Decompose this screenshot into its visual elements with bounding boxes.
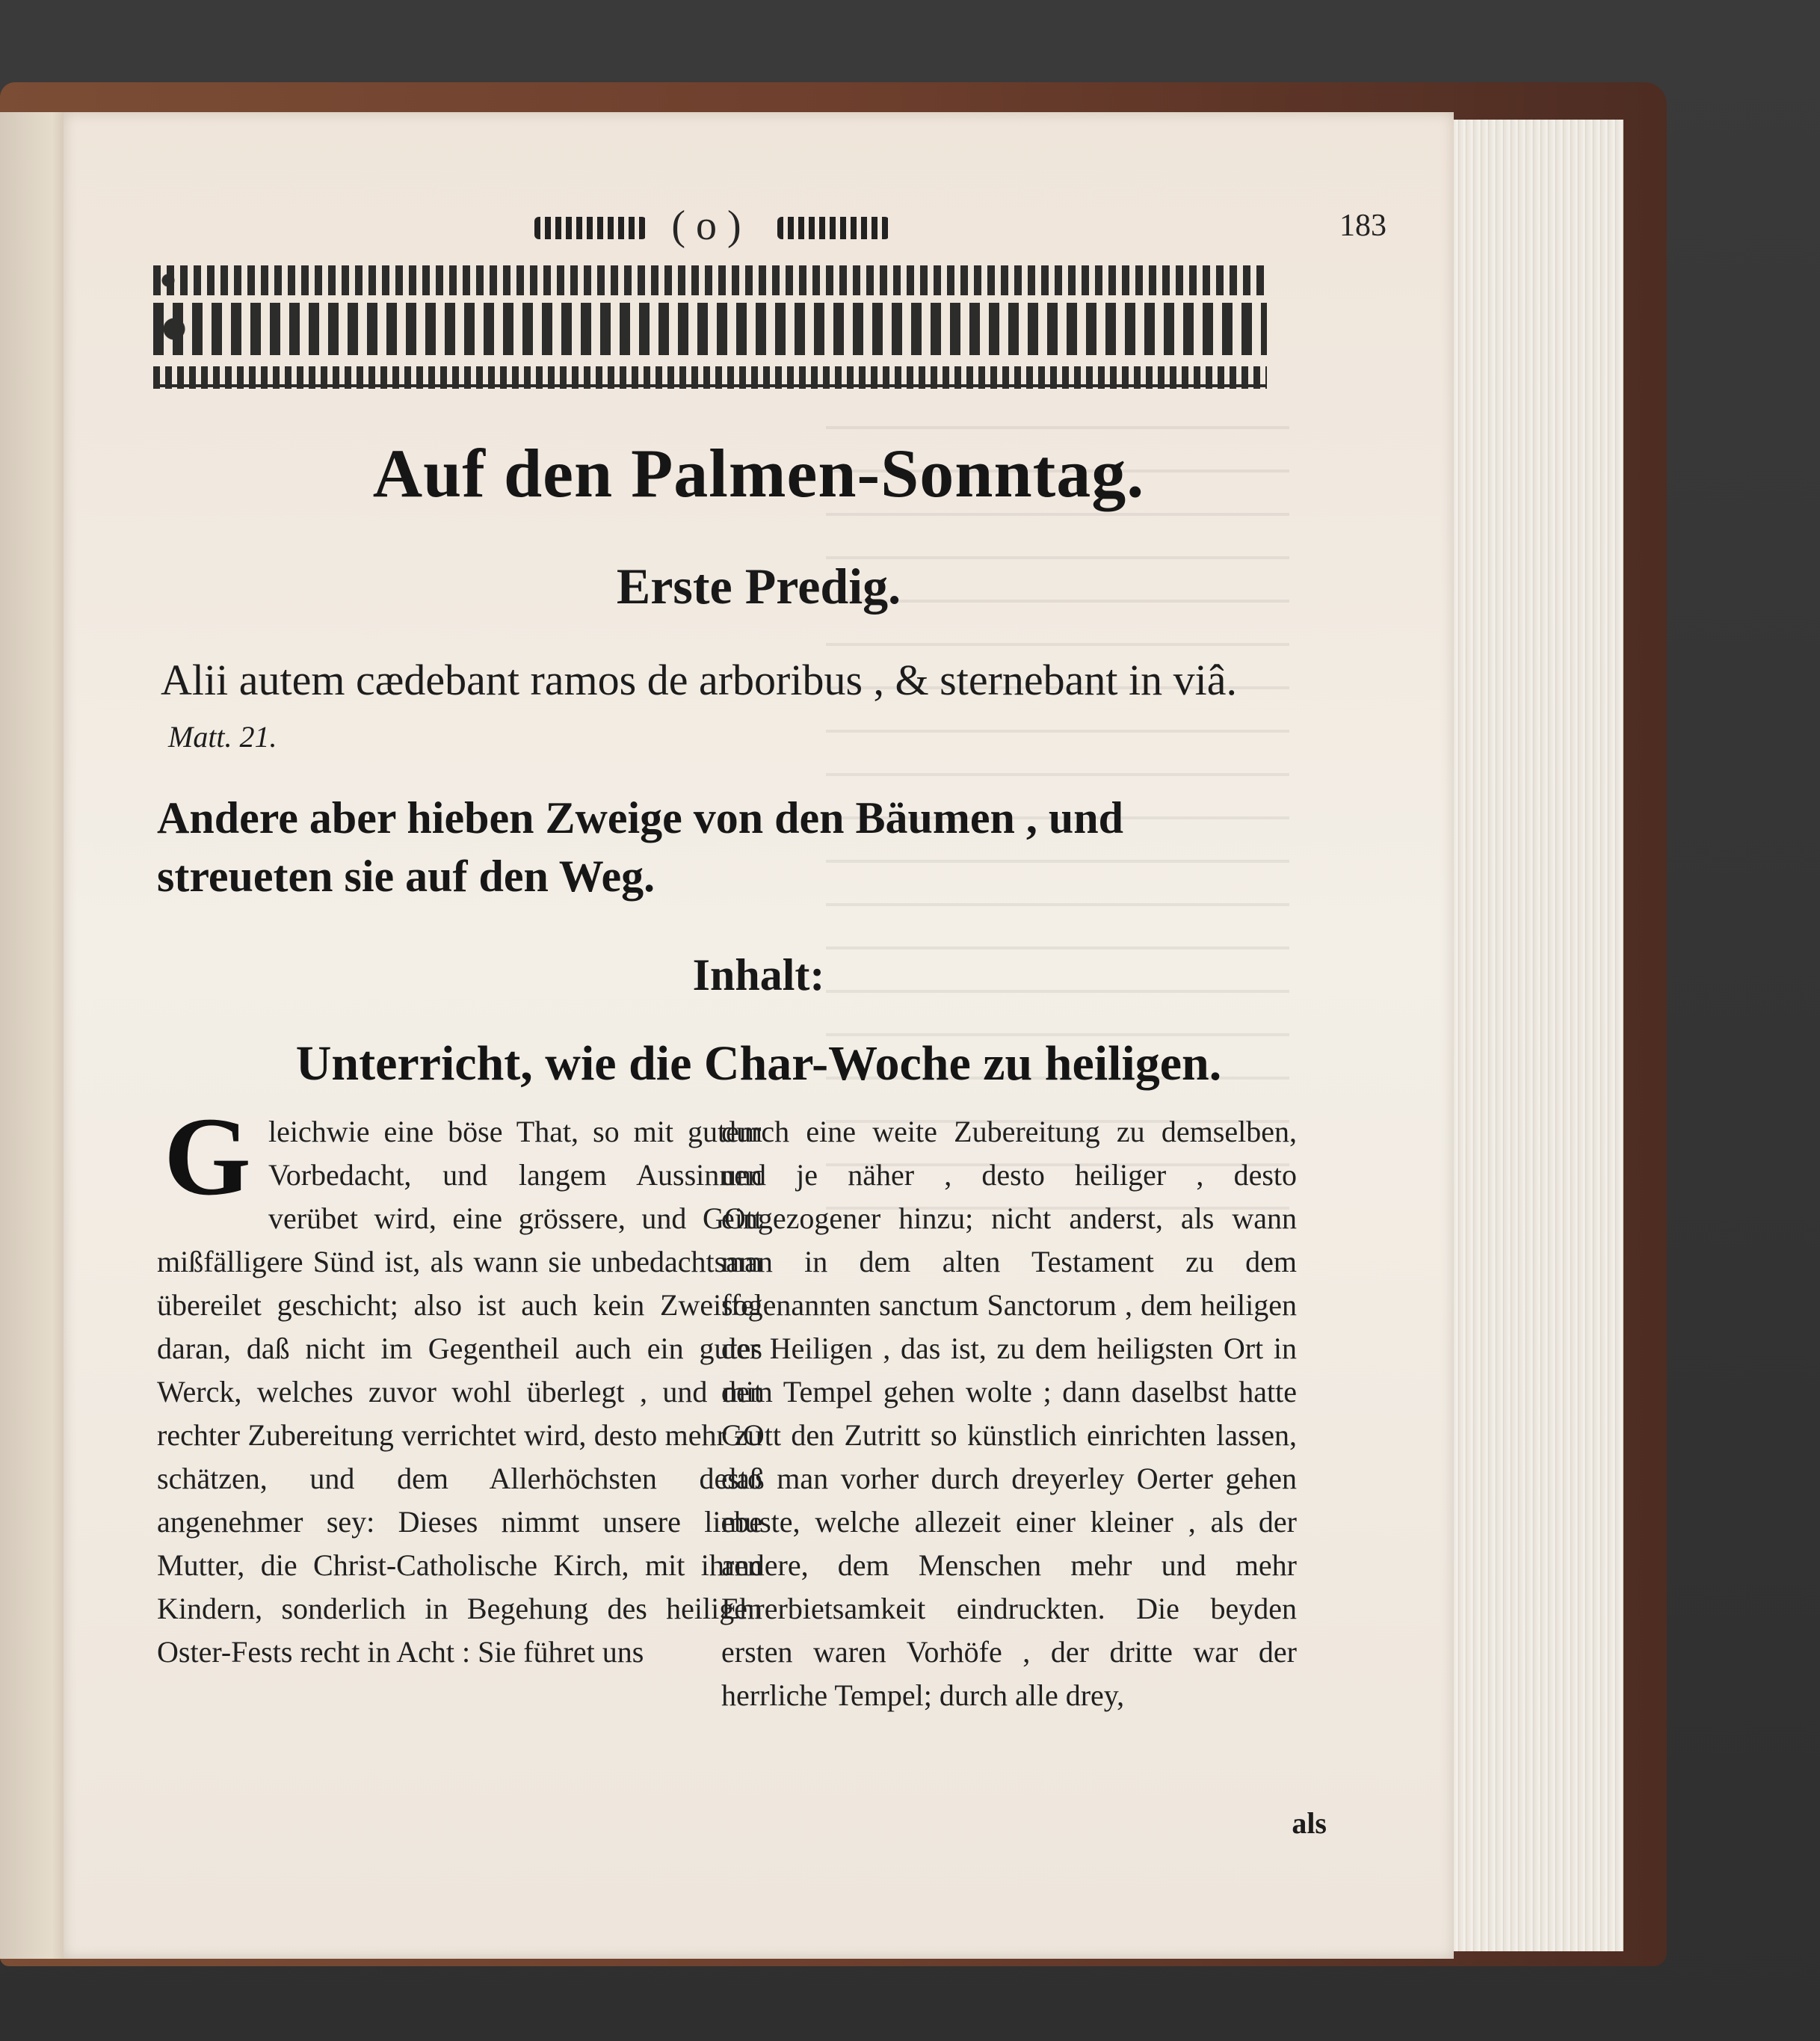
sermon-subtitle: Erste Predig. [616,558,901,615]
page-header [64,202,1454,262]
left-text-column [157,1095,762,1674]
book-page [64,112,1454,1959]
latin-quotation [161,654,1282,763]
contents-text: Unterricht, wie die Char-Woche zu heiligen. [295,1036,1222,1091]
german-quotation: Andere aber hieben Zweige von den Bäumen , und streueten sie auf den Weg. [157,793,1123,901]
contents-label: Inhalt: [692,950,825,1000]
page-number: 183 [1339,209,1386,243]
header-mark: ( o ) [671,203,741,249]
right-text-column: durch eine weite Zubereitung zu demselben, und je näher , desto heiliger , desto eingezogener hinzu; nicht anderst, als wann man in dem alten Testament zu dem sogenannten sanctum Sanctorum , dem heiligen der Heiligen , das ist, zu dem heiligsten Ort in dem Tempel gehen wolte ; dann daselbst hatte GOtt den Zutritt so künstlich einrichten lassen, daß man vorher durch dreyerley Oerter gehen muste, welche allezeit einer kleiner , als der andere, dem Menschen mehr und mehr Ehrerbietsamkeit eindruckten. Die beyden ersten waren Vorhöfe , der dritte war der herrliche Tempel; durch alle drey, [721,1115,1297,1712]
ornament-border-middle [153,303,1267,355]
sermon-title: Auf den Palmen-Sonntag. [372,435,1145,511]
ornament-border-top [153,265,1267,295]
latin-quotation-text: Alii autem cædebant ramos de arboribus , & sternebant in viâ. [161,656,1237,704]
right-header-ornament [777,217,889,239]
page-stack-edge [1450,120,1623,1951]
ornament-border-bottom [153,366,1267,389]
latin-reference: Matt. 21. [168,720,277,754]
drop-cap-letter: G [164,1095,251,1219]
left-column-text: leichwie eine böse That, so mit gutem Vorbedacht, und langem Aussinnen verübet wird, eine grössere, und GOtt mißfälligere Sünd ist, als wann sie unbedachtsam übereilet geschicht; also ist auch kein Zweiffel daran, daß nicht im Gegentheil auch ein gutes Werck, welches zuvor wohl überlegt , und mit rechter Zubereitung verrichtet wird, desto mehr zu schätzen, und dem Allerhöchsten desto angenehmer sey: Dieses nimmt unsere liebe Mutter, die Christ-Catholische Kirch, mit ihren Kindern, sonderlich in Begehung des heiligen Oster-Fests recht in Acht : Sie führet uns [157,1115,762,1669]
catchword: als [1292,1806,1327,1840]
